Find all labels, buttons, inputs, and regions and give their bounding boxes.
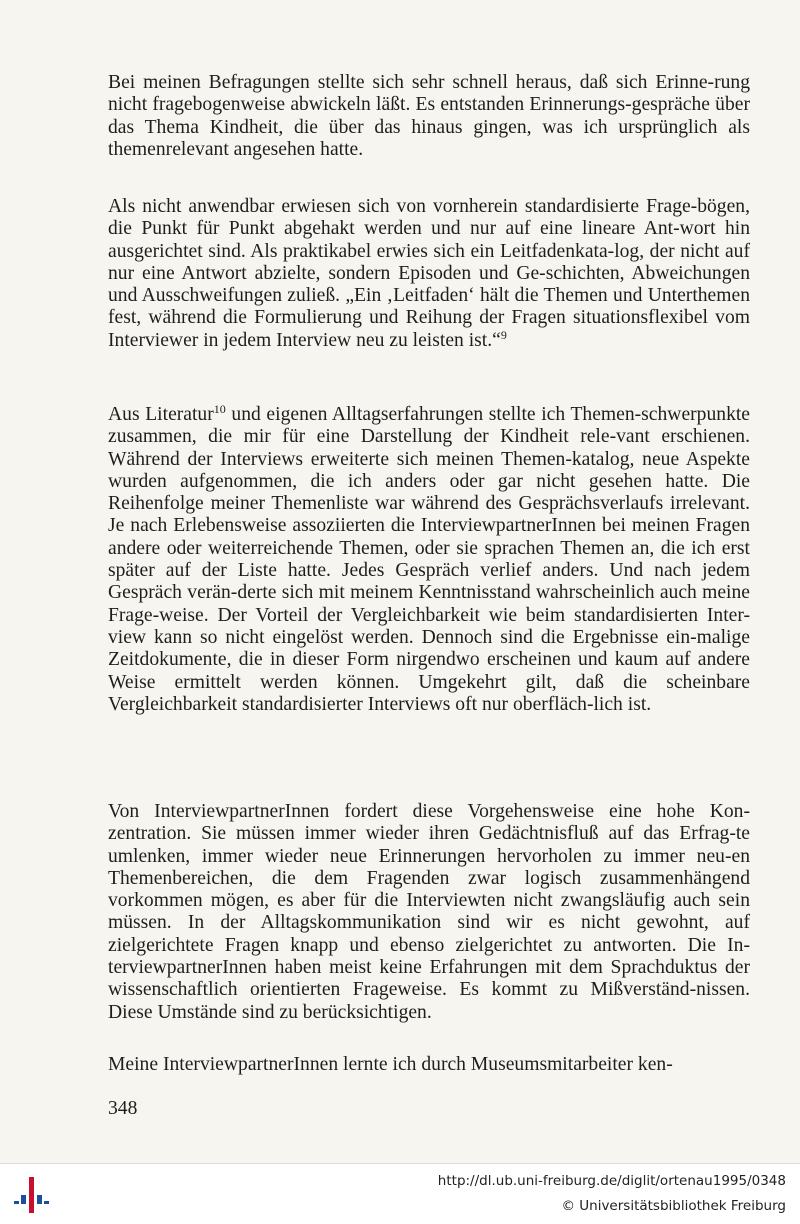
page-number: 348: [108, 1098, 138, 1119]
logo-mark-left: [14, 1201, 19, 1204]
logo-mark-mid-left: [21, 1195, 26, 1204]
paragraph-4: Von InterviewpartnerInnen fordert diese Vorgehensweise eine hohe Kon-zentration. Sie müssen immer wieder ihren Gedächtnisfluß auf das Erfrag-te umlenken, immer wieder neue Erinnerungen hervorholen zu immer neu-en Themenbereichen, die dem Fragenden zwar logisch zusammenhängend vorkommen mögen, es aber für die Interviewten nicht zwangsläufig auch sein müssen. In der Alltagskommunikation sind wir es nicht gewohnt, auf zielgerichtete Fragen knapp und ebenso zielgerichtet zu antworten. Die In-terviewpartnerInnen haben meist keine Erfahrungen mit dem Sprachduktus der wissenschaftlich orientierten Frageweise. Es kommt zu Mißverständ-nissen. Diese Umstände sind zu berücksichtigen.: [108, 801, 750, 1023]
paragraph-1: Bei meinen Befragungen stellte sich sehr schnell heraus, daß sich Erinne-rung nicht fragebogenweise abwickeln läßt. Es entstanden Erinnerungs-gespräche über das Thema Kindheit, die über das hinaus gingen, was ich ursprünglich als themenrelevant angesehen hatte.: [108, 72, 750, 160]
footnote-ref-9: 9: [500, 327, 507, 342]
library-logo-icon: [12, 1175, 52, 1215]
paragraph-2-text: Als nicht anwendbar erwiesen sich von vornherein standardisierte Frage-bögen, die Punkt für Punkt abgehakt werden und nur auf eine lineare Ant-wort hin ausgerichtet sind. Als praktikabel erwies sich ein Leitfadenkata-log, der nicht auf nur eine Antwort abzielte, sondern Episoden und Ge-schichten, Abweichungen und Ausschweifungen zuließ. „Ein ‚Leitfaden‘ hält die Themen und Unterthemen fest, während die Formulierung und Reihung der Fragen situationsflexibel vom Interviewer in jedem Interview neu zu leisten ist.“: [108, 196, 750, 351]
paragraph-3-rest: und eigenen Alltagserfahrungen stellte ich Themen-schwerpunkte zusammen, die mir für eine Darstellung der Kindheit rele-vant erschienen. Während der Interviews erweiterte sich meinen Themen-katalog, neue Aspekte wurden aufgenommen, die ich anders oder gar nicht gesehen hatte. Die Reihenfolge meiner Themenliste war während des Gesprächsverlaufs irrelevant. Je nach Erlebensweise assoziierten die InterviewpartnerInnen bei meinen Fragen andere oder weiterreichende Themen, oder sie sprachen Themen an, die ich erst später auf der Liste hatte. Jedes Gespräch verlief anders. Und nach jedem Gespräch verän-derte sich mit meinem Kenntnisstand wahrscheinlich auch meine Frage-weise. Der Vorteil der Vergleichbarkeit wie beim standardisierten Inter-view kann so nicht eingelöst werden. Dennoch sind die Ergebnisse ein-malige Zeitdokumente, die in dieser Form nirgendwo erscheinen und kaum auf andere Weise ermittelt werden können. Umgekehrt gilt, daß die scheinbare Vergleichbarkeit standardisierter Interviews oft nur oberfläch-lich ist.: [108, 404, 751, 715]
logo-mark-center: [29, 1177, 34, 1213]
paragraph-2: [108, 196, 750, 352]
paragraph-5: Meine InterviewpartnerInnen lernte ich durch Museumsmitarbeiter ken-: [108, 1054, 673, 1075]
paragraph-3-start: Aus Literatur: [108, 404, 214, 425]
paragraph-3: [108, 401, 751, 716]
footer-url-link[interactable]: http://dl.ub.uni-freiburg.de/diglit/ortenau1995/0348: [437, 1173, 786, 1189]
logo-mark-right: [44, 1201, 49, 1204]
footnote-ref-10: 10: [213, 401, 226, 416]
footer-copyright: © Universitätsbibliothek Freiburg: [561, 1198, 786, 1214]
logo-mark-mid-right: [37, 1195, 42, 1204]
footer-bar: [0, 1163, 800, 1224]
